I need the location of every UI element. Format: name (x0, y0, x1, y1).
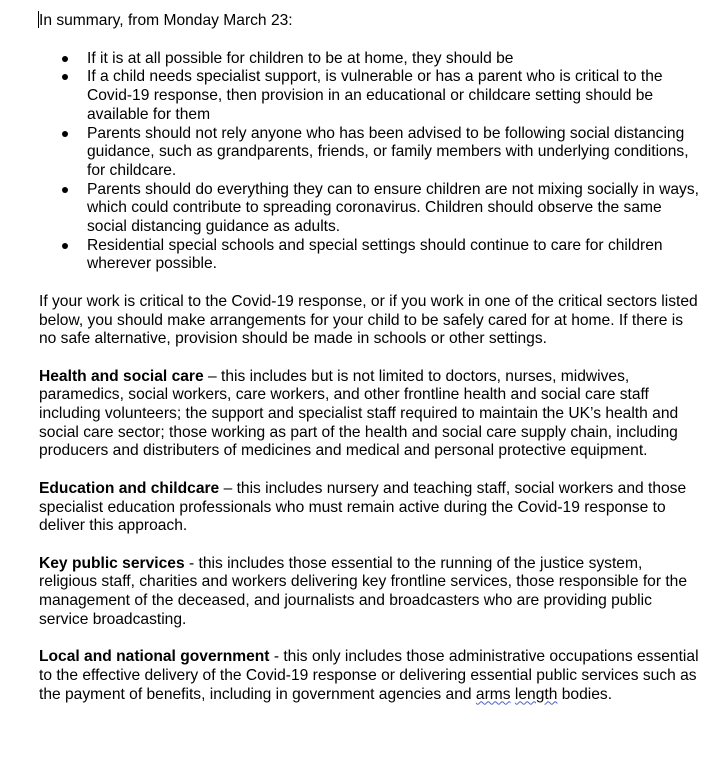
sector-description-end: bodies. (557, 685, 613, 703)
sector-heading: Education and childcare (39, 479, 220, 497)
list-item (39, 237, 699, 274)
sector-education-paragraph (39, 480, 699, 536)
bullet-text: Residential special schools and special settings should continue to care for children wherever possible. (87, 236, 663, 273)
sector-public-services-paragraph (39, 555, 699, 630)
intro-line (39, 11, 699, 31)
bullet-icon (62, 131, 68, 137)
bullet-text: Parents should do everything they can to ensure children are not mixing socially in ways, which could contribute to spreading coronavirus. Children should observe the same social distancing guidance as adults. (87, 180, 699, 236)
bullet-icon (62, 187, 68, 193)
critical-work-paragraph: If your work is critical to the Covid-19 response, or if you work in one of the critical sectors listed below, you should make arrangements for your child to be safely cared for at home. If there is no safe alternative, provision should be made in schools or other settings. (39, 292, 698, 348)
spelling-flagged-word[interactable]: arms (475, 685, 511, 703)
bullet-icon (62, 74, 68, 80)
bullet-text: If it is at all possible for children to be at home, they should be (87, 49, 514, 67)
list-item (39, 125, 699, 181)
sector-description: - this only includes those administrative occupations essential to the effective delivery of the Covid-19 response or delivering essential public services such as the payment of benefits, including in government agencies and (39, 648, 699, 703)
list-item (39, 50, 699, 69)
intro-text: In summary, from Monday March 23: (39, 12, 293, 29)
sector-description: – this includes but is not limited to doctors, nurses, midwives, paramedics, social workers, care workers, and other frontline health and social care staff including volunteers; the support and specialist staff required to maintain the UK’s health and social care sector; those working as part of the health and social care supply chain, including producers and distributers of medicines and medical and personal protective equipment. (39, 367, 679, 460)
bullet-text: Parents should not rely anyone who has been advised to be following social distancing guidance, such as grandparents, friends, or family members with underlying conditions, for childcare. (87, 124, 689, 179)
list-item (39, 68, 699, 124)
bullet-icon (62, 243, 68, 249)
sector-heading: Key public services (39, 554, 185, 572)
sector-heading: Local and national government (39, 648, 270, 666)
list-item (39, 181, 699, 237)
sector-government-paragraph (39, 648, 699, 704)
sector-description: – this includes nursery and teaching staff, social workers and those specialist education professionals who must remain active during the Covid-19 response to deliver this approach. (39, 479, 687, 535)
bullet-icon (62, 56, 68, 62)
bullet-text: If a child needs specialist support, is vulnerable or has a parent who is critical to the Covid-19 response, then provision in an educational or childcare setting should be available for them (87, 68, 663, 123)
sector-health-paragraph (39, 368, 699, 462)
sector-description: - this includes those essential to the running of the justice system, religious staff, charities and workers delivering key frontline services, those responsible for the management of the deceased, and journalists and broadcasters who are providing public service broadcasting. (39, 554, 688, 628)
spelling-flagged-word[interactable]: length (514, 685, 558, 703)
summary-bullet-list (39, 50, 699, 274)
document-body (39, 11, 699, 704)
sector-heading: Health and social care (39, 367, 204, 385)
